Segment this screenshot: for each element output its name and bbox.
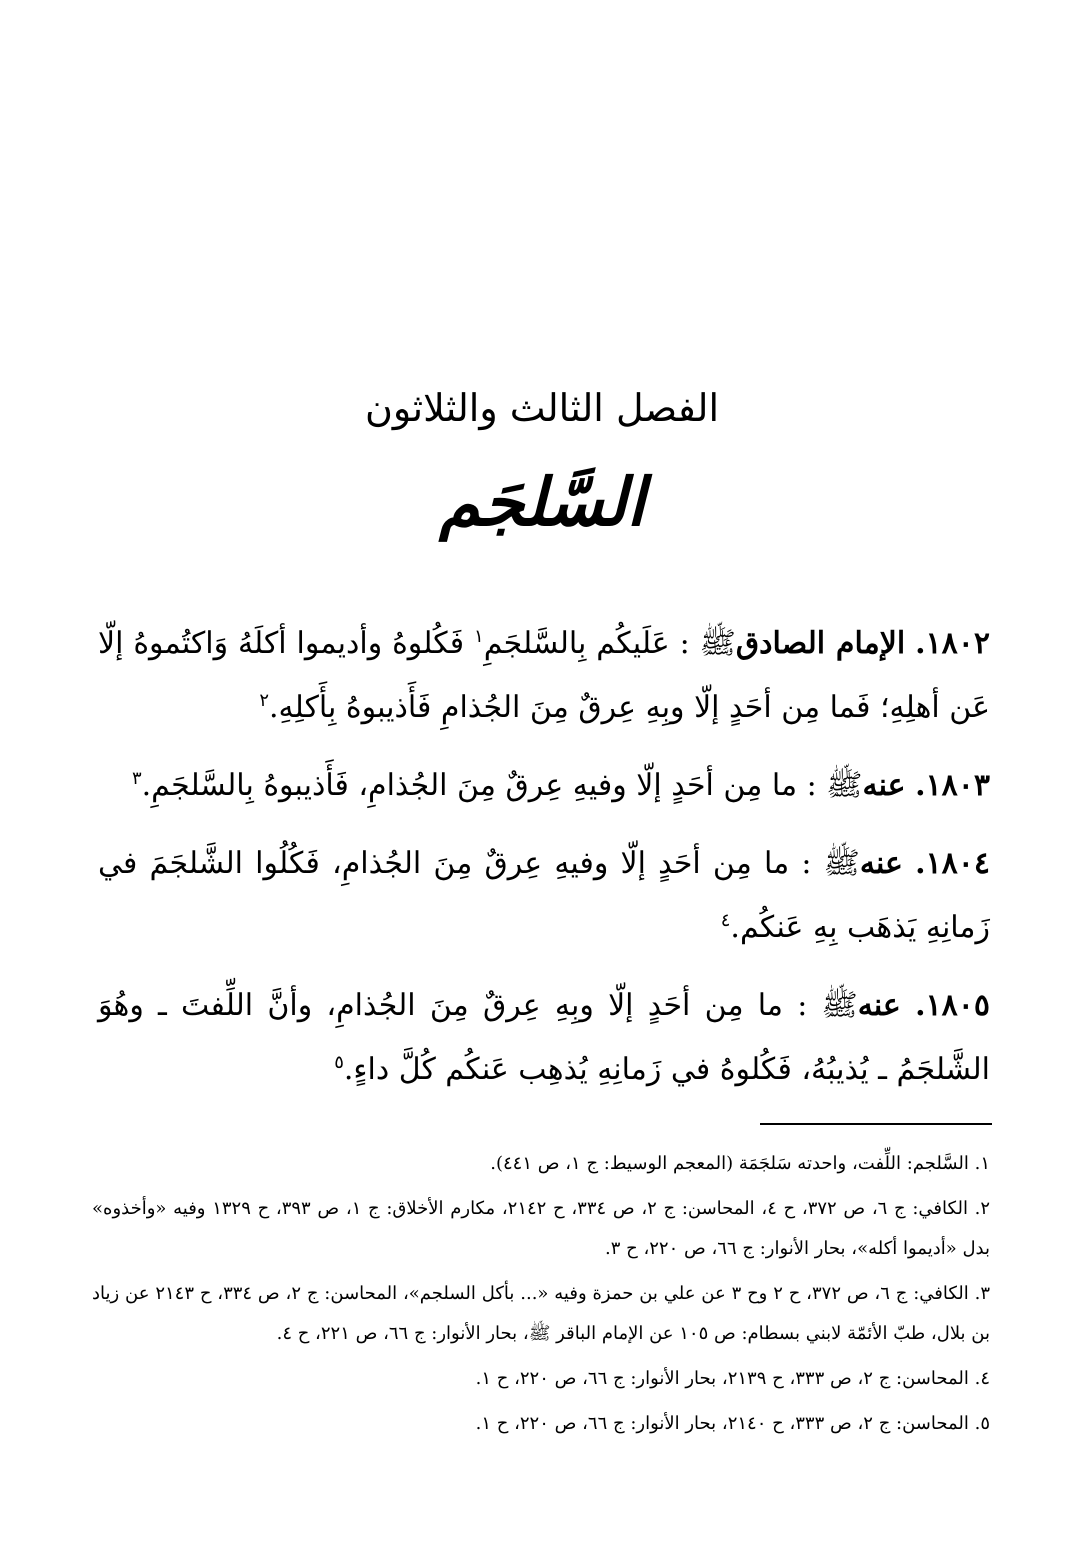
hadith-1805 (98, 974, 990, 1102)
hadith-number: ١٨٠٤. (915, 846, 990, 881)
hadith-number: ١٨٠٢. (915, 626, 990, 661)
section-title: السَّلجَم (439, 463, 645, 541)
hadith-source: الإمام الصادق (735, 626, 906, 661)
hadith-1804 (98, 832, 990, 960)
hadith-1803 (98, 754, 990, 818)
footnote-ref[interactable]: ١ (474, 626, 484, 647)
footnote-4: ٤. المحاسن: ج ٢، ص ٣٣٣، ح ٢١٣٩، بحار الأنوار: ج ٦٦، ص ٢٢٠، ح ١. (475, 1368, 990, 1389)
hadith-list (98, 612, 990, 1116)
footnote-2: ٢. الكافي: ج ٦، ص ٣٧٢، ح ٤، المحاسن: ج ٢، ص ٣٣٤، ح ٢١٤٢، مكارم الأخلاق: ج ١، ص ٣٩٣، ح ١٣٢٩ وفيه «وأخذوه» بدل «أديموا أكله»، بحار الأنوار: ج ٦٦، ص ٢٢٠، ح ٣. (92, 1198, 991, 1259)
hadith-source: عنه (859, 846, 903, 881)
honorific-glyph: ﷺ (826, 768, 863, 803)
footnote-ref[interactable]: ٥ (334, 1052, 344, 1073)
footnote-1: ١. السَّلجم: اللِّفت، واحدته سَلجَمَة (المعجم الوسيط: ج ١، ص ٤٤١). (490, 1153, 990, 1174)
footnote-ref[interactable]: ٤ (720, 910, 731, 931)
hadith-source: عنه (862, 768, 906, 803)
hadith-1802 (98, 612, 990, 740)
hadith-text: : عَلَيكُم بِالسَّلجَمِ (483, 626, 690, 661)
hadith-source: عنه (857, 988, 901, 1023)
hadith-text: : ما مِن أحَدٍ إلّا وفيهِ عِرقٌ مِنَ الجُذامِ، فَأَذيبوهُ بِالسَّلجَمِ. (141, 768, 817, 803)
hadith-text: : ما مِن أحَدٍ إلّا وفيهِ عِرقٌ مِنَ الجُذامِ، فَكُلُوا الشَّلجَمَ في زَمانِهِ يَذهَب بِهِ عَنكُم. (98, 846, 990, 945)
footnote-divider (760, 1123, 992, 1125)
footnote-5: ٥. المحاسن: ج ٢، ص ٣٣٣، ح ٢١٤٠، بحار الأنوار: ج ٦٦، ص ٢٢٠، ح ١. (475, 1413, 990, 1434)
hadith-text: : ما مِن أحَدٍ إلّا وبِهِ عِرقٌ مِنَ الجُذامِ، وأنَّ اللِّفتَ ـ وهُوَ الشَّلجَمُ ـ يُذيبُهُ، فَكُلوهُ في زَمانِهِ يُذهِب عَنكُم كُلَّ داءٍ. (98, 988, 990, 1087)
honorific-glyph: ﷺ (699, 626, 736, 661)
chapter-heading: الفصل الثالث والثلاثون (364, 386, 720, 430)
honorific-glyph: ﷺ (821, 988, 858, 1023)
footnotes (92, 1144, 990, 1449)
footnote-ref[interactable]: ٣ (131, 768, 142, 789)
hadith-text-continued: فَكُلوهُ وأديموا أكلَهُ وَاكتُموهُ إلّا عَن أهلِهِ؛ فَما مِن أحَدٍ إلّا وبِهِ عِرقٌ مِنَ الجُذامِ فَأَذيبوهُ بِأَكلِهِ. (98, 626, 990, 725)
hadith-number: ١٨٠٣. (915, 768, 990, 803)
footnote-3: ٣. الكافي: ج ٦، ص ٣٧٢، ح ٢ وح ٣ عن علي بن حمزة وفيه «... بأكل السلجم»، المحاسن: ج ٢، ص ٣٣٤، ح ٢١٤٣ عن زياد بن بلال، طبّ الأئمّة لابني بسطام: ص ١٠٥ عن الإمام الباقر ﷺ، بحار الأنوار: ج ٦٦، ص ٢٢١، ح ٤. (92, 1283, 991, 1344)
hadith-number: ١٨٠٥. (915, 988, 990, 1023)
honorific-glyph: ﷺ (823, 846, 860, 881)
footnote-ref[interactable]: ٢ (259, 690, 270, 711)
